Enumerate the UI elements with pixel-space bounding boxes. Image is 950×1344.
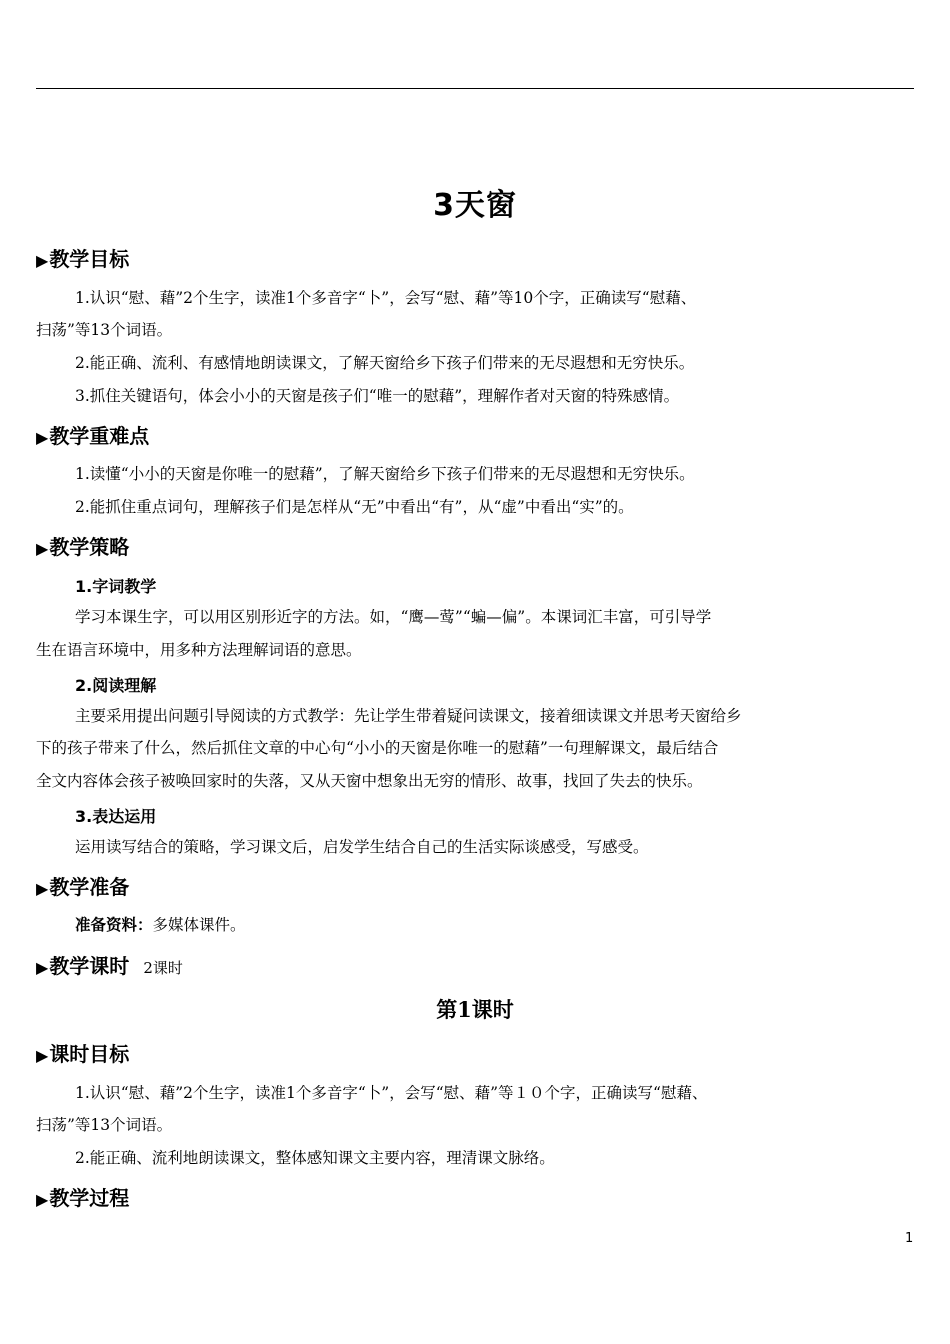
heading-lesson-goals: ▶课时目标 <box>36 1042 130 1066</box>
strategy-sub-1-line-1: 学习本课生字，可以用区别形近字的方法。如，“鹰—莺”“蝙—偏”。本课词汇丰富，可引导学 <box>75 608 712 626</box>
triangle-marker-icon: ▶ <box>36 539 49 558</box>
strategy-sub-2-title: 2.阅读理解 <box>75 676 157 695</box>
header-rule <box>36 88 914 89</box>
goal-line-3: 3.抓住关键语句，体会小小的天窗是孩子们“唯一的慰藉”，理解作者对天窗的特殊感情。 <box>75 387 680 405</box>
strategy-sub-2-line-2: 下的孩子带来了什么，然后抓住文章的中心句“小小的天窗是你唯一的慰藉”一句理解课文，最后结合 <box>36 739 719 757</box>
heading-key-points: ▶教学重难点 <box>36 424 150 448</box>
triangle-marker-icon: ▶ <box>36 1190 49 1209</box>
goal-line-1-cont: 扫荡”等13个词语。 <box>36 321 173 339</box>
triangle-marker-icon: ▶ <box>36 1046 49 1065</box>
class-hours-value: 2课时 <box>143 959 183 977</box>
lesson-goal-line-1: 1.认识“慰、藉”2个生字，读准1个多音字“卜”，会写“慰、藉”等１０个字，正确读写“慰藉、 <box>75 1084 708 1102</box>
lesson-goal-line-2: 2.能正确、流利地朗读课文，整体感知课文主要内容，理清课文脉络。 <box>75 1149 555 1167</box>
goal-line-1: 1.认识“慰、藉”2个生字，读准1个多音字“卜”，会写“慰、藉”等10个字，正确读写“慰藉、 <box>75 289 697 307</box>
prep-label: 准备资料： <box>75 916 153 934</box>
triangle-marker-icon: ▶ <box>36 251 49 270</box>
strategy-sub-3-line-1: 运用读写结合的策略，学习课文后，启发学生结合自己的生活实际谈感受，写感受。 <box>75 838 649 856</box>
key-point-2: 2.能抓住重点词句，理解孩子们是怎样从“无”中看出“有”，从“虚”中看出“实”的。 <box>75 498 634 516</box>
strategy-sub-1-title: 1.字词教学 <box>75 577 157 596</box>
heading-teaching-process: ▶教学过程 <box>36 1186 130 1210</box>
prep-line <box>75 915 246 935</box>
triangle-marker-icon: ▶ <box>36 958 49 977</box>
strategy-sub-2-line-1: 主要采用提出问题引导阅读的方式教学：先让学生带着疑问读课文，接着细读课文并思考天窗给乡 <box>75 707 742 725</box>
strategy-sub-3-title: 3.表达运用 <box>75 807 157 826</box>
prep-value: 多媒体课件。 <box>152 916 246 934</box>
goal-line-2: 2.能正确、流利、有感情地朗读课文，了解天窗给乡下孩子们带来的无尽遐想和无穷快乐。 <box>75 354 695 372</box>
heading-class-hours: ▶教学课时 2课时 <box>36 954 183 978</box>
lesson-goal-line-1-cont: 扫荡”等13个词语。 <box>36 1116 173 1134</box>
heading-preparation: ▶教学准备 <box>36 875 130 899</box>
page-title: 3天窗 <box>433 188 517 223</box>
key-point-1: 1.读懂“小小的天窗是你唯一的慰藉”，了解天窗给乡下孩子们带来的无尽遐想和无穷快乐。 <box>75 465 695 483</box>
lesson-1-title: 第1课时 <box>436 997 514 1022</box>
triangle-marker-icon: ▶ <box>36 428 49 447</box>
heading-strategy: ▶教学策略 <box>36 535 130 559</box>
strategy-sub-2-line-3: 全文内容体会孩子被唤回家时的失落，又从天窗中想象出无穷的情形、故事，找回了失去的快乐。 <box>36 772 703 790</box>
page-number: 1 <box>905 1231 914 1246</box>
heading-teaching-goals: ▶教学目标 <box>36 247 130 271</box>
strategy-sub-1-line-2: 生在语言环境中，用多种方法理解词语的意思。 <box>36 641 362 659</box>
triangle-marker-icon: ▶ <box>36 879 49 898</box>
